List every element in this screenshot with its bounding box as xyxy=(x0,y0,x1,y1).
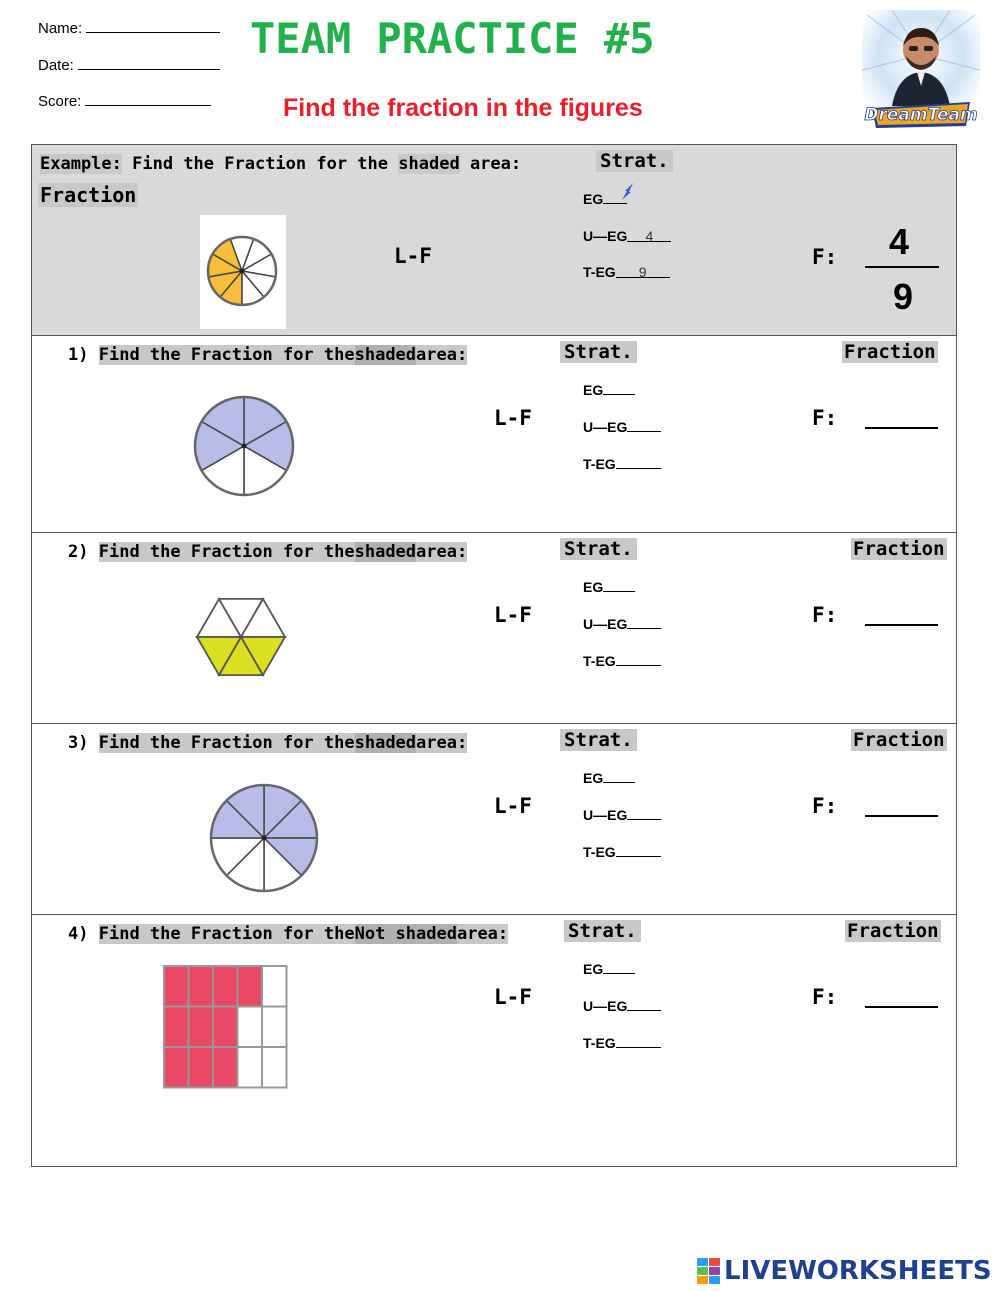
question-prompt xyxy=(68,924,508,944)
eg-blank[interactable] xyxy=(603,578,635,592)
example-teg-label: T-EG xyxy=(583,264,616,280)
example-fraction-label: Fraction xyxy=(40,183,137,207)
teg-line xyxy=(583,1034,661,1051)
circle-center xyxy=(240,269,245,274)
example-fraction-bar xyxy=(865,266,939,268)
fraction-label: Fraction xyxy=(853,729,945,751)
teg-line xyxy=(583,843,661,860)
example-eg-label: EG xyxy=(583,191,604,207)
shaded-cell xyxy=(238,966,263,1007)
shaded-cell xyxy=(164,966,189,1007)
example-ueg-label: U—EG xyxy=(583,228,628,244)
ueg-label: U—EG xyxy=(583,807,628,823)
figure-circle xyxy=(192,394,296,503)
example-prompt-text: Find the Fraction for the xyxy=(132,154,389,174)
question-number: 2) xyxy=(68,542,89,562)
example-ueg xyxy=(583,228,671,244)
eg-line xyxy=(583,960,635,977)
name-field[interactable] xyxy=(38,20,220,37)
score-blank[interactable] xyxy=(85,94,211,106)
example-section xyxy=(31,144,957,336)
liveworksheets-brand: LIVEWORKSHEETS xyxy=(724,1256,992,1286)
fraction-label: Fraction xyxy=(847,920,939,942)
lf-label: L-F xyxy=(494,603,532,627)
eg-blank[interactable] xyxy=(603,960,635,974)
example-eg xyxy=(583,190,627,207)
figure-hexagon xyxy=(192,591,290,688)
ueg-label: U—EG xyxy=(583,998,628,1014)
fraction-answer-blank[interactable] xyxy=(865,815,938,817)
circle-center xyxy=(242,444,247,449)
pen-mark-icon xyxy=(619,182,637,202)
lf-label: L-F xyxy=(494,406,532,430)
question-prompt xyxy=(68,733,467,753)
example-prompt xyxy=(40,154,521,174)
date-blank[interactable] xyxy=(78,58,220,70)
f-label: F: xyxy=(812,406,838,430)
score-label: Score: xyxy=(38,93,82,110)
question-section-4 xyxy=(31,915,957,1167)
strat-label: Strat. xyxy=(560,341,637,363)
unshaded-cell xyxy=(262,1007,287,1048)
fraction-label: Fraction xyxy=(844,341,936,363)
strat-label: Strat. xyxy=(560,729,637,751)
question-text: Find the Fraction for the xyxy=(98,924,355,944)
shaded-cell xyxy=(164,1007,189,1048)
teg-label: T-EG xyxy=(583,653,616,669)
circle-center xyxy=(262,836,267,841)
eg-line xyxy=(583,381,635,398)
eg-blank[interactable] xyxy=(603,381,635,395)
example-teg-answer[interactable]: 9 xyxy=(616,264,670,278)
ueg-blank[interactable] xyxy=(627,997,661,1011)
ueg-line xyxy=(583,615,661,632)
question-prompt xyxy=(68,542,467,562)
ueg-blank[interactable] xyxy=(627,806,661,820)
question-number: 4) xyxy=(68,924,89,944)
example-f-label: F: xyxy=(812,245,838,269)
ueg-label: U—EG xyxy=(583,616,628,632)
eg-line xyxy=(583,578,635,595)
shaded-cell xyxy=(213,1007,238,1048)
example-denominator: 9 xyxy=(893,276,914,317)
question-text: Find the Fraction for the xyxy=(98,733,355,753)
question-highlight: shaded xyxy=(354,345,417,365)
example-teg xyxy=(583,264,670,280)
f-label: F: xyxy=(812,603,838,627)
fraction-answer-blank[interactable] xyxy=(865,1006,938,1008)
eg-label: EG xyxy=(583,579,604,595)
question-highlight: shaded xyxy=(354,733,417,753)
figure-circle xyxy=(208,782,320,899)
question-highlight: Not shaded xyxy=(354,924,457,944)
f-label: F: xyxy=(812,985,838,1009)
example-ueg-answer[interactable]: 4 xyxy=(627,228,671,242)
eg-label: EG xyxy=(583,961,604,977)
question-number: 1) xyxy=(68,345,89,365)
question-text-end: area: xyxy=(416,542,468,562)
ueg-line xyxy=(583,418,661,435)
example-figure xyxy=(200,215,286,329)
example-shaded-highlight: shaded xyxy=(398,154,460,174)
unshaded-cell xyxy=(238,1007,263,1048)
lf-label: L-F xyxy=(494,985,532,1009)
shaded-cell xyxy=(189,1007,214,1048)
figure-grid xyxy=(160,962,290,1097)
ueg-line xyxy=(583,806,661,823)
date-field[interactable] xyxy=(38,57,220,74)
teg-line xyxy=(583,455,661,472)
example-prompt-end: area: xyxy=(469,154,522,174)
logo-text: DreamTeam xyxy=(864,105,978,125)
shaded-cell xyxy=(164,1047,189,1088)
question-number: 3) xyxy=(68,733,89,753)
shaded-cell xyxy=(189,966,214,1007)
page-title: TEAM PRACTICE #5 xyxy=(250,14,655,63)
ueg-label: U—EG xyxy=(583,419,628,435)
question-text-end: area: xyxy=(416,733,468,753)
teg-label: T-EG xyxy=(583,1035,616,1051)
lf-label: L-F xyxy=(494,794,532,818)
shaded-cell xyxy=(213,966,238,1007)
teg-blank[interactable] xyxy=(616,843,661,857)
example-lf-label: L-F xyxy=(394,244,432,268)
shaded-cell xyxy=(189,1047,214,1088)
unshaded-cell xyxy=(238,1047,263,1088)
eg-blank[interactable] xyxy=(603,769,635,783)
ueg-blank[interactable] xyxy=(627,418,661,432)
fraction-answer-blank[interactable] xyxy=(865,624,938,626)
teg-blank[interactable] xyxy=(616,652,661,666)
name-blank[interactable] xyxy=(86,21,220,33)
question-section-2 xyxy=(31,533,957,724)
teg-blank[interactable] xyxy=(616,455,661,469)
question-text-end: area: xyxy=(456,924,509,944)
question-text: Find the Fraction for the xyxy=(98,345,355,365)
strat-label: Strat. xyxy=(560,538,637,560)
question-section-3 xyxy=(31,724,957,915)
example-strat-label: Strat. xyxy=(596,150,673,172)
dreamteam-logo xyxy=(862,10,980,128)
ueg-blank[interactable] xyxy=(627,615,661,629)
date-label: Date: xyxy=(38,57,74,74)
question-highlight: shaded xyxy=(354,542,417,562)
teg-label: T-EG xyxy=(583,844,616,860)
unshaded-cell xyxy=(262,1047,287,1088)
teg-line xyxy=(583,652,661,669)
question-text: Find the Fraction for the xyxy=(98,542,355,562)
fraction-answer-blank[interactable] xyxy=(865,427,938,429)
example-numerator: 4 xyxy=(889,221,910,262)
shaded-cell xyxy=(213,1047,238,1088)
score-field[interactable] xyxy=(38,93,211,110)
liveworksheets-logo xyxy=(697,1255,992,1287)
teg-blank[interactable] xyxy=(616,1034,661,1048)
question-section-1 xyxy=(31,336,957,533)
eg-line xyxy=(583,769,635,786)
teg-label: T-EG xyxy=(583,456,616,472)
unshaded-cell xyxy=(262,966,287,1007)
fraction-label: Fraction xyxy=(853,538,945,560)
f-label: F: xyxy=(812,794,838,818)
eg-label: EG xyxy=(583,382,604,398)
example-label: Example: xyxy=(40,154,122,174)
strat-label: Strat. xyxy=(564,920,641,942)
example-pie xyxy=(208,237,276,305)
eg-label: EG xyxy=(583,770,604,786)
question-prompt xyxy=(68,345,467,365)
ueg-line xyxy=(583,997,661,1014)
name-label: Name: xyxy=(38,20,83,37)
page-subtitle: Find the fraction in the figures xyxy=(283,94,643,122)
question-text-end: area: xyxy=(416,345,468,365)
liveworksheets-icon xyxy=(697,1258,721,1284)
